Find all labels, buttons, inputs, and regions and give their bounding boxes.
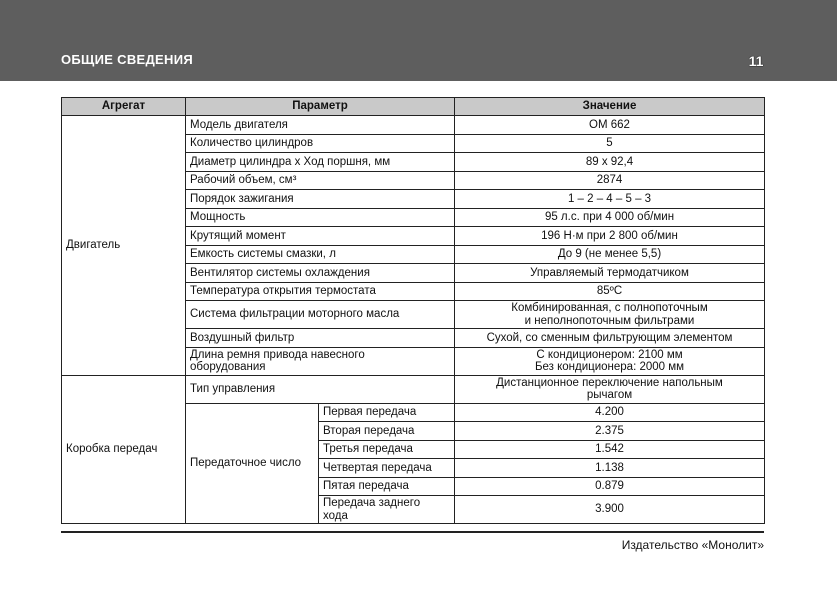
param-cell: Рабочий объем, см³ <box>186 171 455 190</box>
value-cell: 85ºС <box>455 282 765 301</box>
value-cell: 196 Н·м при 2 800 об/мин <box>455 227 765 246</box>
param-cell <box>186 347 455 375</box>
spec-table <box>61 97 765 524</box>
value-cell: 4.200 <box>455 403 765 422</box>
value-cell: 0.879 <box>455 477 765 496</box>
value-line: рычагом <box>586 389 633 401</box>
group-engine: Двигатель <box>62 116 186 376</box>
value-cell <box>455 301 765 329</box>
param-cell-ratio: Передаточное число <box>186 403 319 524</box>
table-row <box>62 375 765 403</box>
param-cell: Диаметр цилиндра х Ход поршня, мм <box>186 153 455 172</box>
value-line: Без кондиционера: 2000 мм <box>534 361 685 373</box>
publisher-credit: Издательство «Монолит» <box>621 538 764 552</box>
value-line: Дистанционное переключение напольным <box>496 376 723 389</box>
column-header-unit: Агрегат <box>62 98 186 116</box>
gear-name-line: хода <box>323 509 348 522</box>
value-cell: Управляемый термодатчиком <box>455 264 765 283</box>
value-cell <box>455 375 765 403</box>
value-cell: 1.138 <box>455 459 765 478</box>
header-bar <box>0 0 837 81</box>
gear-name-cell: Третья передача <box>319 440 455 459</box>
param-cell: Температура открытия термостата <box>186 282 455 301</box>
param-line: Длина ремня привода навесного <box>190 348 365 361</box>
param-cell: Вентилятор системы охлаждения <box>186 264 455 283</box>
table-row <box>62 116 765 135</box>
gear-name-cell: Пятая передача <box>319 477 455 496</box>
gear-name-cell: Четвертая передача <box>319 459 455 478</box>
value-cell: ОМ 662 <box>455 116 765 135</box>
value-cell: 95 л.с. при 4 000 об/мин <box>455 208 765 227</box>
gear-name-cell: Вторая передача <box>319 422 455 441</box>
param-cell: Мощность <box>186 208 455 227</box>
param-cell: Емкость системы смазки, л <box>186 245 455 264</box>
param-cell: Воздушный фильтр <box>186 329 455 348</box>
column-header-value: Значение <box>455 98 765 116</box>
param-cell: Модель двигателя <box>186 116 455 135</box>
gear-name-cell <box>319 496 455 524</box>
value-cell: До 9 (не менее 5,5) <box>455 245 765 264</box>
section-title: ОБЩИЕ СВЕДЕНИЯ <box>61 52 193 67</box>
column-header-parameter: Параметр <box>186 98 455 116</box>
value-line: Комбинированная, с полнопоточным <box>511 302 708 314</box>
param-cell: Количество цилиндров <box>186 134 455 153</box>
value-cell: 5 <box>455 134 765 153</box>
param-cell: Система фильтрации моторного масла <box>186 301 455 329</box>
value-line: С кондиционером: 2100 мм <box>536 348 683 361</box>
value-line: и неполнопоточным фильтрами <box>524 314 695 327</box>
value-cell: 89 х 92,4 <box>455 153 765 172</box>
value-cell <box>455 347 765 375</box>
value-cell: 1.542 <box>455 440 765 459</box>
group-gearbox: Коробка передач <box>62 375 186 524</box>
footer-divider <box>61 531 764 533</box>
param-cell: Тип управления <box>186 375 455 403</box>
value-cell: 2874 <box>455 171 765 190</box>
param-cell: Крутящий момент <box>186 227 455 246</box>
param-cell: Порядок зажигания <box>186 190 455 209</box>
gear-name-line: Передача заднего <box>323 497 421 509</box>
value-cell: 2.375 <box>455 422 765 441</box>
param-line: оборудования <box>190 361 266 373</box>
page-number: 11 <box>748 53 764 69</box>
value-cell: 3.900 <box>455 496 765 524</box>
table-header-row <box>62 98 765 116</box>
gear-name-cell: Первая передача <box>319 403 455 422</box>
value-cell: Сухой, со сменным фильтрующим элементом <box>455 329 765 348</box>
value-cell: 1 – 2 – 4 – 5 – 3 <box>455 190 765 209</box>
